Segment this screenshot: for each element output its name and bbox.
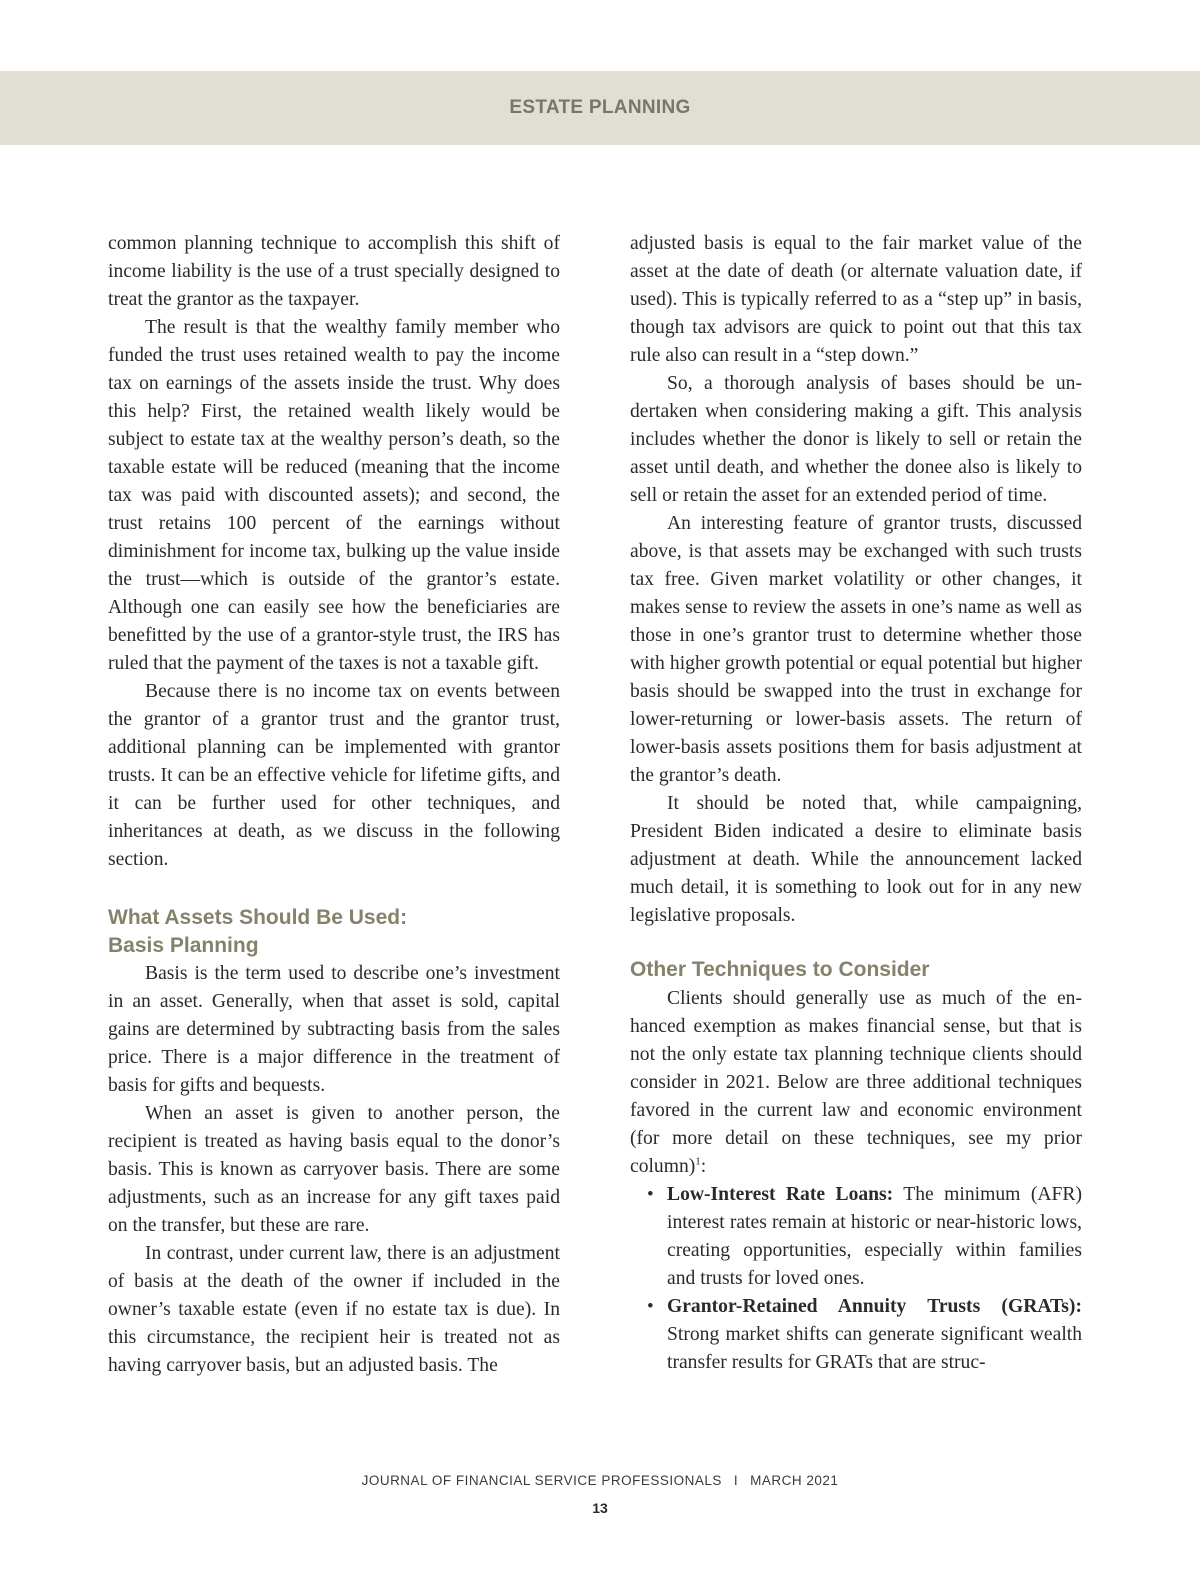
footnote-ref[interactable]: 1 — [695, 1155, 701, 1168]
left-column — [108, 230, 560, 1380]
body-paragraph: common planning technique to accomplish this shift of income liability is the use of a trust specially designed to treat the grantor as the taxpayer. — [108, 233, 560, 310]
bullet-icon: • — [647, 1184, 654, 1205]
list-item-term: Low-Interest Rate Loans: — [667, 1184, 894, 1205]
running-footer — [0, 1473, 1200, 1488]
list-item — [630, 1293, 1082, 1377]
technique-list — [630, 1181, 1082, 1377]
issue-date: MARCH 2021 — [750, 1473, 839, 1488]
footer-separator: I — [733, 1473, 739, 1488]
page-number: 13 — [592, 1500, 608, 1516]
body-paragraph: An interesting feature of grantor trusts, discussed above, is that assets may be exchanged with such trusts tax free. Given market volatility or other changes, it makes sense to review the assets in one’s name as well as those in one’s grantor trust to determine whether those with higher growth potential or equal potential but higher basis should be swapped into the trust in exchange for lower-returning or lower-basis assets. The return of lower-basis assets positions them for basis adjustment at the grantor’s death. — [630, 513, 1082, 786]
body-paragraph — [630, 985, 1082, 1181]
body-paragraph: adjusted basis is equal to the fair market value of the asset at the date of death (or alternate valuation date, if used). This is typically referred to as a “step up” in basis, though tax advisors are quick to point out that this tax rule also can result in a “step down.” — [630, 233, 1082, 366]
right-column — [630, 230, 1082, 1377]
bullet-icon: • — [647, 1296, 654, 1317]
section-heading-basis-planning — [108, 904, 560, 960]
section-heading-line-1: What Assets Should Be Used: — [108, 906, 408, 929]
body-paragraph: The result is that the wealthy family member who funded the trust uses retained wealth to pay the income tax on earnings of the assets inside the trust. Why does this help? First, the retained wealth likely would be subject to estate tax at the wealthy person’s death, so the taxable estate will be reduced (meaning that the income tax was paid with discounted assets); and second, the trust retains 100 percent of the earnings without diminishment for income tax, bulking up the value inside the trust—which is outside of the grantor’s estate. Although one can easily see how the beneficiaries are benefitted by the use of a grantor-style trust, the IRS has ruled that the payment of the taxes is not a taxable gift. — [108, 317, 560, 674]
running-header — [0, 71, 1200, 145]
body-paragraph: So, a thorough analysis of bases should be undertaken when considering making a gift. This analysis includes whether the donor is likely to sell or retain the asset until death, and whether the donee also is likely to sell or retain the asset for an extended period of time. — [630, 373, 1082, 506]
body-paragraph: When an asset is given to another person, the recipient is treated as having basis equal to the donor’s basis. This is known as carryover basis. There are some adjustments, such as an increase for any gift taxes paid on the transfer, but these are rare. — [108, 1103, 560, 1236]
body-paragraph: It should be noted that, while campaigning, President Biden indicated a desire to eliminate basis adjustment at death. While the announcement lacked much detail, it is something to look out for in any new legislative proposals. — [630, 793, 1082, 926]
section-heading-other-techniques: Other Techniques to Consider — [630, 958, 930, 981]
body-paragraph: Basis is the term used to describe one’s investment in an asset. Generally, when that asset is sold, capital gains are determined by subtracting basis from the sales price. There is a major difference in the treatment of basis for gifts and bequests. — [108, 963, 560, 1096]
list-item-text: Strong market shifts can generate significant wealth transfer results for GRATs that are struc- — [667, 1324, 1082, 1373]
section-label: ESTATE PLANNING — [509, 97, 691, 118]
body-paragraph: In contrast, under current law, there is an adjustment of basis at the death of the owner if included in the owner’s taxable estate (even if no estate tax is due). In this circumstance, the recipient heir is treated not as having carryover basis, but an adjusted basis. The — [108, 1243, 560, 1376]
section-heading-line-2: Basis Planning — [108, 934, 259, 957]
body-paragraph: Because there is no income tax on events between the grantor of a grantor trust and the grantor trust, additional planning can be implemented with grantor trusts. It can be an effective vehicle for lifetime gifts, and it can be further used for other techniques, and inheritances at death, as we discuss in the following section. — [108, 681, 560, 870]
journal-title: JOURNAL OF FINANCIAL SERVICE PROFESSIONALS — [361, 1473, 722, 1488]
list-item — [630, 1181, 1082, 1293]
paragraph-text: Clients should generally use as much of the enhanced exemption as makes financial sense, but that is not the only estate tax planning technique clients should consider in 2021. Below are three additional techniques favored in the current law and economic environment (for more detail on these techniques, see my prior column) — [630, 988, 1082, 1177]
paragraph-colon: : — [700, 1156, 707, 1177]
list-item-term: Grantor-Retained Annuity Trusts (GRATs): — [667, 1296, 1082, 1317]
list-item-text: The minimum (AFR) interest rates remain at historic or near-historic lows, creating opportunities, especially within families and trusts for loved ones. — [667, 1184, 1082, 1289]
